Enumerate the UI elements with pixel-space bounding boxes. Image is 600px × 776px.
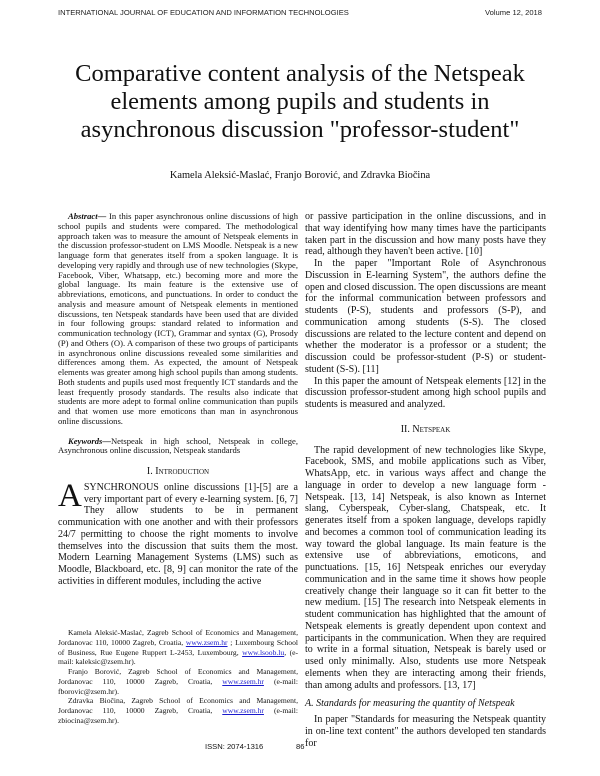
volume: Volume 12, 2018	[485, 8, 542, 17]
page-number: 86	[296, 742, 305, 751]
abstract-label: Abstract—	[68, 211, 107, 221]
footnote	[58, 628, 298, 667]
section-heading-netspeak: II. Netspeak	[400, 423, 451, 435]
footnote-text: Kamela Aleksić-Maslać, Zagreb School of Economics and Management, Jordanovac 110, 10000 Zagreb, Croatia,	[58, 628, 298, 647]
footnote-text: (e-mail: fborovic@zsem.hr).	[58, 676, 298, 696]
abstract	[58, 212, 298, 427]
authors: Kamela Aleksić-Maslać, Franjo Borović, and Zdravka Biočina	[169, 170, 431, 181]
paragraph: In paper "Standards for measuring the Netspeak quantity in on-line text content" the authors developed ten standards for	[305, 714, 546, 749]
footnote-text: ; Luxembourg School of Business, Rue Eugene Ruppert L-2453, Luxembourg,	[58, 637, 298, 657]
footnote-text: Zdravka Biočina, Zagreb School of Economics and Management, Jordanovac 110, 10000 Zagreb, Croatia,	[58, 696, 298, 715]
footnote-text: Franjo Borović, Zagreb School of Economics and Management, Jordanovac 110, 10000 Zagreb, Croatia,	[58, 667, 298, 686]
paragraph: In the paper "Important Role of Asynchronous Discussion in E-learning System", the authors define the open and closed discussion. The open discussions are meant for the informal communication between professors and students (P-S), students and professors (S-P), and communication among students (S-S). The closed discussions are related to the lecture content and depend on whether the moderator is a professor or a student; the discussion could be professor-student (P-S) or student-student (S-S). [11]	[305, 258, 546, 375]
link[interactable]: www.zsem.hr	[185, 637, 228, 647]
footnote	[58, 667, 298, 696]
drop-cap: A	[58, 477, 82, 514]
left-column	[58, 212, 298, 588]
intro-text: SYNCHRONOUS online discussions [1]-[5] are a very important part of every e-learning system. [6, 7] They allow students to be in permanent communication with one another and with their professors 24/7 permitting to choose the right moments to involve themselves into the discussion that suits them the most. Modern Learning Management Systems (LMS) such as Moodle, Blackboard, etc. [8, 9] can monitor the rate of the activities in different modules, including the active	[58, 481, 298, 587]
author-footnotes	[58, 628, 298, 726]
keywords-label: Keywords—	[68, 435, 111, 446]
introduction	[58, 466, 298, 588]
right-column	[305, 211, 546, 749]
link[interactable]: www.lsoob.lu	[242, 647, 285, 657]
subsection-heading: A. Standards for measuring the quantity of Netspeak	[305, 698, 515, 710]
journal-name: INTERNATIONAL JOURNAL OF EDUCATION AND INFORMATION TECHNOLOGIES	[58, 8, 349, 17]
section-heading-introduction: I. Introduction	[146, 466, 210, 477]
issn: ISSN: 2074-1316	[205, 742, 264, 751]
paragraph: In this paper the amount of Netspeak elements [12] in the discussion professor-student among high school pupils and students is measured and analyzed.	[305, 375, 546, 410]
footnote-text: , (e-mail: kaleksic@zsem.hr).	[58, 647, 298, 667]
paragraph: or passive participation in the online discussions, and in that way identifying how many times have the participants taken part in the discussion and how many posts have they read, although they haven't been active. [10]	[305, 211, 546, 258]
paragraph: The rapid development of new technologies like Skype, Facebook, SMS, and mobile applications such as Viber, WhatsApp, etc. in various ways affect and change the language in order to develop a new language form - Netspeak. [13, 14] Netspeak, is also known as Internet slang, Cyberspeak, Cyber-slang, Chatspeak, etc. It generates itself from a spoken language, develops rapidly and becomes a common tool of communication leading its way toward the global language. Its main feature is the extensive use of abbreviations, emoticons, and punctuations. [15, 16] Netspeak enriches our everyday communication and in the same time it shows how people creatively change their language so it can fit better to the new medium. [15] The research into Netspeak elements in student communication has highlighted that the amount of Netspeak elements is greatly dependent upon context and participants in the communication. When they are required to write in a formal situation, Netspeak is barely used or used only minimally. Also, students use more Netspeak elements when they are interacting among their friends, than among adults and professors. [13, 17]	[305, 444, 546, 691]
footnote	[58, 696, 298, 725]
keywords	[58, 437, 298, 457]
paper-title: Comparative content analysis of the Netspeak elements among pupils and students in asynchronous discussion "professor-student"	[75, 60, 525, 143]
link[interactable]: www.zsem.hr	[222, 676, 264, 686]
link[interactable]: www.zsem.hr	[222, 706, 264, 715]
footnote-text: (e-mail: zbiocina@zsem.hr).	[58, 706, 298, 725]
abstract-text: In this paper asynchronous online discussions of high school pupils and students were compared. The methodological approach taken was to measure the amount of Netspeak elements in the discussion professor-student on LMS Moodle. Netspeak is a new language form that generates itself from a spoken language. It is developing very rapidly and through use of new technologies (Skype, Facebook, Viber, Whatsapp, etc.) becoming more and more the global language. Its main feature is the extensive use of abbreviations, emoticons, and punctuations. In order to conduct the analysis and measure amount of Netspeak elements in mentioned discussions, ten Netspeak standards have been used that are divided in four following groups: standard related to information and communication technology (ICT), Grammar and syntax (G), Prosody (P) and Others (O). A comparison of these two groups of participants in asynchronous online discussions revealed some similarities and differences among them. As expected, the amount of Netspeak elements was greater among high school pupils than among students. Both students and pupils used most frequently ICT standards and the least frequently prosody standards. The results also indicate that students are more adept to formal online communication than pupils and that women use more emoticons than man in asynchronous online discussions.	[58, 211, 298, 426]
keywords-text: Netspeak in high school, Netspeak in college, Asynchronous online discussion, Netspeak standards	[58, 435, 298, 456]
